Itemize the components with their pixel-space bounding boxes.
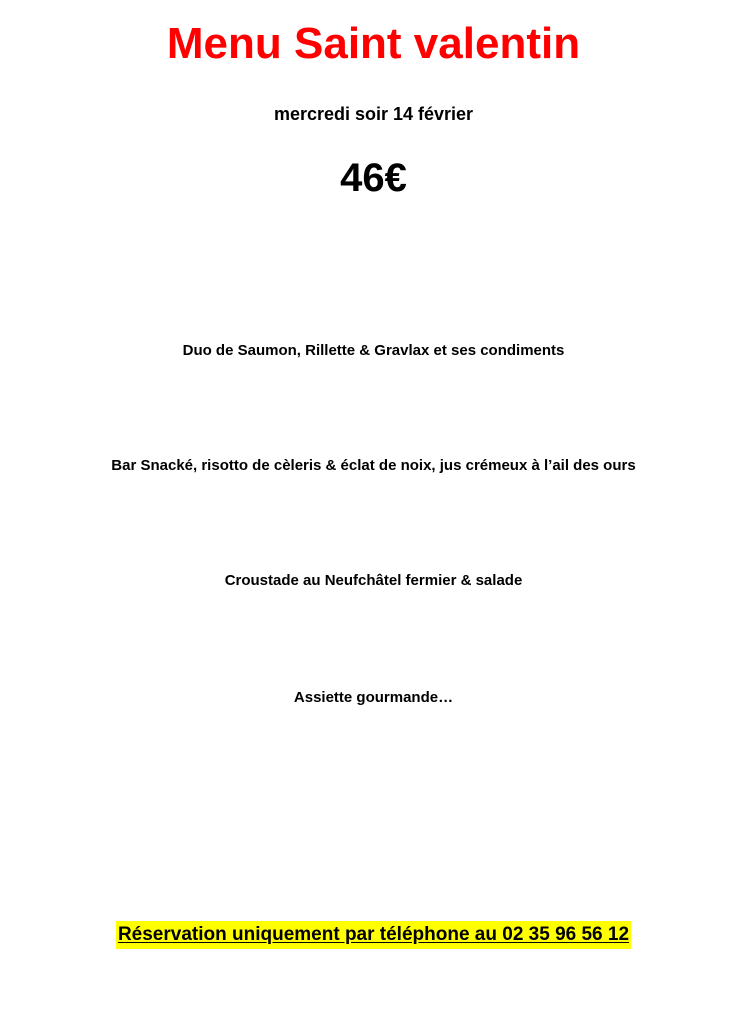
course-main: Bar Snacké, risotto de cèleris & éclat de noix, jus crémeux à l’ail des ours [111, 457, 636, 474]
menu-price: 46€ [340, 156, 407, 200]
menu-title: Menu Saint valentin [166, 19, 581, 68]
event-date: mercredi soir 14 février [273, 104, 474, 124]
course-starter: Duo de Saumon, Rillette & Gravlax et ses condiments [182, 342, 565, 359]
course-dessert: Assiette gourmande… [293, 689, 454, 706]
reservation-text: Réservation uniquement par téléphone au 02 35 96 56 12 [116, 921, 631, 949]
reservation-notice [0, 921, 747, 949]
course-cheese: Croustade au Neufchâtel fermier & salade [224, 572, 523, 589]
